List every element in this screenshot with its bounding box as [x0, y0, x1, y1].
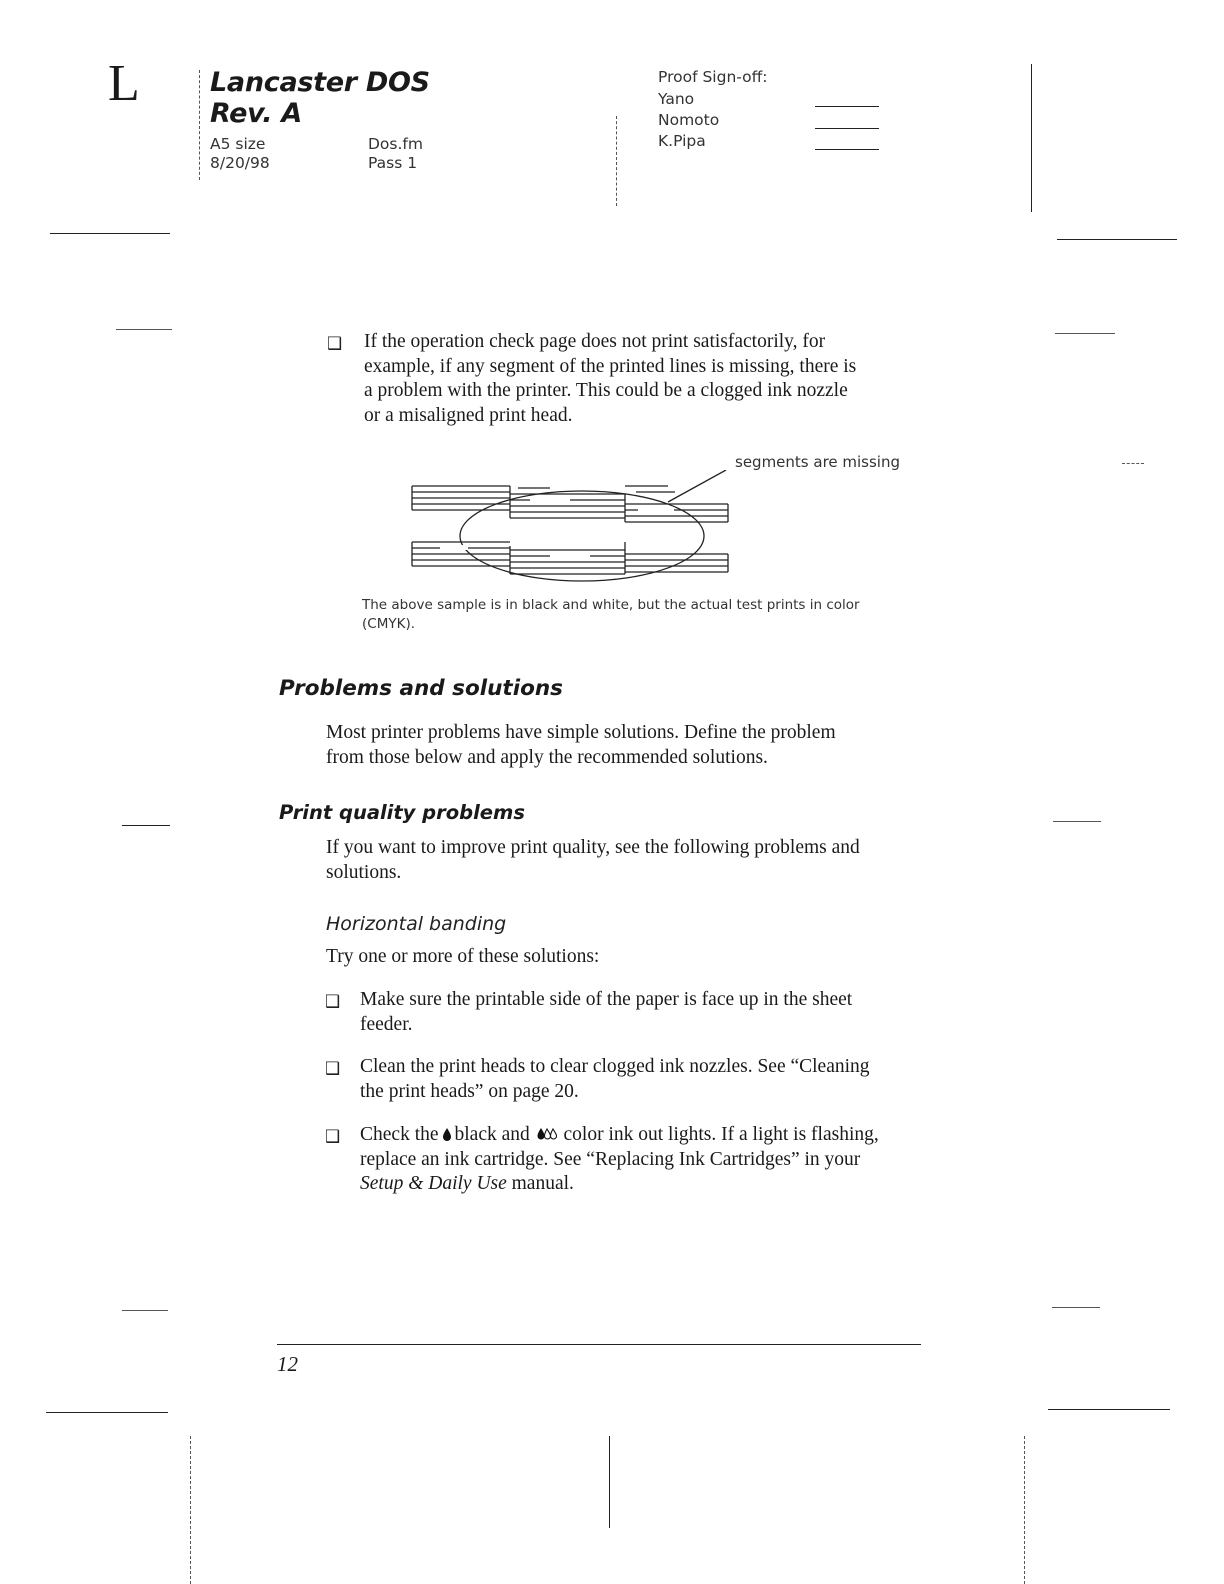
crop-mark-right-2: [1053, 821, 1101, 822]
crop-mark-top-right-vertical: [1031, 64, 1032, 212]
text-line: Make sure the printable side of the paper is face up in the sheet: [360, 989, 853, 1010]
footer-rule: [277, 1344, 921, 1345]
proof-signoff-label: Proof Sign-off:: [658, 68, 768, 86]
signer-name: Nomoto: [658, 111, 720, 129]
checkbox-bullet-icon: ❑: [327, 334, 343, 354]
figure-callout-label: segments are missing: [735, 453, 901, 471]
topic-lead: Try one or more of these solutions:: [326, 946, 600, 967]
crop-mark-bottom-right: [1048, 1409, 1170, 1410]
text-fragment: black and: [454, 1124, 530, 1145]
text-line: Clean the print heads to clear clogged ink nozzles. See “Cleaning: [360, 1056, 870, 1077]
text-line: [360, 1123, 940, 1148]
text-line: a problem with the printer. This could be a clogged ink nozzle: [364, 380, 848, 401]
solution-item-3: [360, 1123, 940, 1197]
crop-mark-top-left: [50, 233, 170, 234]
crop-mark-right-1: [1055, 333, 1115, 334]
checkbox-bullet-icon: ❑: [325, 992, 341, 1012]
text-line: Most printer problems have simple solutions. Define the problem: [326, 722, 836, 743]
text-line: from those below and apply the recommended solutions.: [326, 746, 768, 768]
text-line: the print heads” on page 20.: [360, 1080, 579, 1102]
text-line: solutions.: [326, 861, 402, 883]
crop-mark-right-dash: [1122, 463, 1144, 464]
subsection-paragraph: [326, 836, 936, 885]
section-heading: Problems and solutions: [279, 676, 563, 701]
signature-line: [815, 149, 879, 150]
checkbox-bullet-icon: ❑: [325, 1127, 341, 1147]
caption-line: The above sample is in black and white, but the actual test prints in color: [362, 597, 860, 613]
text-fragment: manual.: [511, 1173, 574, 1194]
project-title: Lancaster DOS: [210, 67, 430, 98]
section-paragraph: [326, 721, 926, 770]
solution-item-1: [360, 988, 940, 1037]
crop-mark-top-right: [1057, 239, 1177, 240]
color-ink-drops-icon: [536, 1127, 558, 1141]
callout-leader: [668, 470, 726, 502]
checkbox-bullet-icon: ❑: [325, 1059, 341, 1079]
text-fragment: color ink out lights. If a light is flashing,: [563, 1124, 879, 1145]
solution-item-2: [360, 1055, 940, 1104]
page-number: 12: [277, 1352, 298, 1376]
text-line: feeder.: [360, 1013, 413, 1035]
crop-mark-left-2: [122, 825, 170, 826]
page-corner-letter: L: [108, 55, 140, 112]
nozzle-check-figure: [400, 470, 740, 585]
text-fragment: Check the: [360, 1124, 439, 1145]
crop-mark-left-3: [122, 1310, 168, 1311]
text-line: If you want to improve print quality, see the following problems and: [326, 837, 860, 858]
caption-line: (CMYK).: [362, 616, 415, 632]
crop-mark-bottom-left: [46, 1412, 168, 1413]
signature-line: [815, 106, 879, 107]
header-rule-middle: [616, 116, 617, 206]
date-label: 8/20/98: [210, 154, 270, 172]
crop-mark-right-3: [1052, 1307, 1100, 1308]
text-line: If the operation check page does not print satisfactorily, for: [364, 331, 826, 352]
subsection-heading: Print quality problems: [279, 801, 525, 824]
intro-paragraph: [364, 330, 934, 428]
text-line: [360, 1172, 940, 1197]
crop-mark-bottom-right-vertical: [1024, 1436, 1025, 1584]
signer-name: Yano: [658, 90, 695, 108]
header-rule-left: [199, 70, 200, 180]
figure-caption: [362, 596, 932, 634]
black-ink-drop-icon: [441, 1127, 453, 1141]
text-line: example, if any segment of the printed lines is missing, there is: [364, 355, 857, 377]
crop-mark-left-1: [116, 329, 172, 330]
signer-name: K.Pipa: [658, 132, 706, 150]
pass-label: Pass 1: [368, 154, 418, 172]
topic-heading: Horizontal banding: [326, 913, 507, 935]
crop-mark-bottom-center-vertical: [609, 1436, 610, 1528]
text-line: replace an ink cartridge. See “Replacing Ink Cartridges” in your: [360, 1148, 861, 1170]
page-size-label: A5 size: [210, 135, 266, 153]
crop-mark-bottom-left-vertical: [190, 1436, 191, 1584]
text-line: or a misaligned print head.: [364, 404, 573, 426]
manual-title: Setup & Daily Use: [360, 1173, 507, 1194]
signature-line: [815, 128, 879, 129]
file-name-label: Dos.fm: [368, 135, 423, 153]
revision-label: Rev. A: [210, 98, 302, 129]
